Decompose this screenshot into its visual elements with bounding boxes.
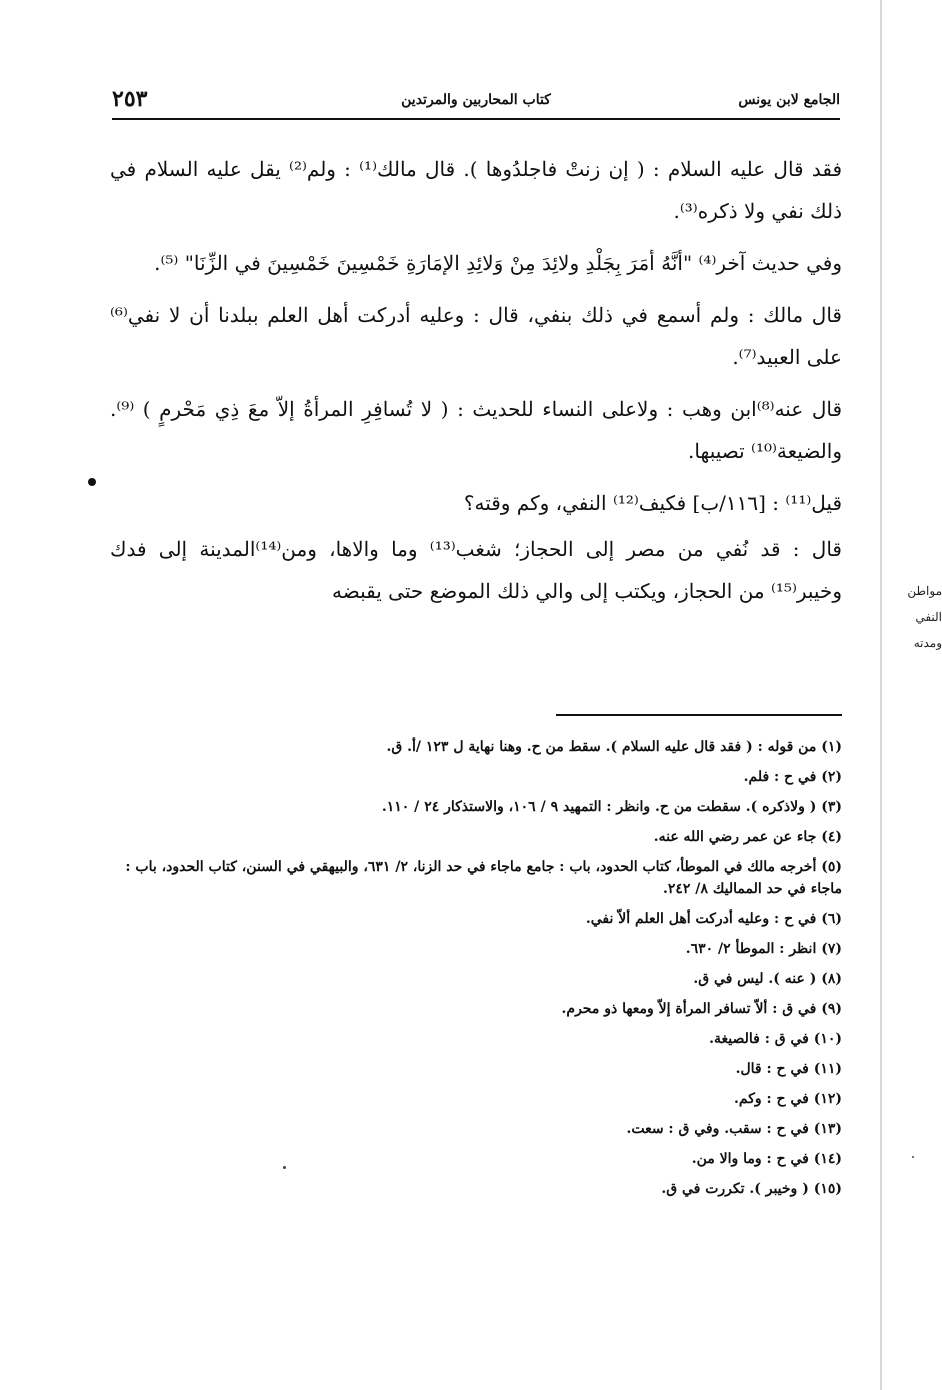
paragraph-2: وفي حديث آخر⁽⁴⁾ "أنَّهُ أمَرَ بِجَلْدِ ولائِدَ مِنْ وَلائِدِ الإمَارَةِ خَمْسِينَ خَمْسِينَ في الزِّنَا" ⁽⁵⁾. — [154, 251, 842, 275]
footnote-12: (١٢) في ح : وكم. — [734, 1091, 842, 1107]
footnote-9: (٩) في ق : ألاّ تسافر المرأة إلاّ ومعها ذو محرم. — [561, 1001, 842, 1017]
scan-speck — [912, 1156, 914, 1158]
paragraph-3: قال مالك : ولم أسمع في ذلك بنفي، قال : وعليه أدركت أهل العلم ببلدنا أن لا نفي⁽⁶⁾ على العبيد⁽⁷⁾. — [110, 303, 842, 369]
paragraph-4: قال عنه⁽⁸⁾ابن وهب : ولاعلى النساء للحديث : ( لا تُسافِرِ المرأةُ إلاّ معَ ذِي مَحْرمٍ ) ⁽⁹⁾. والضيعة⁽¹⁰⁾ تصيبها. — [110, 397, 842, 463]
chapter-title: كتاب المحاربين والمرتدين — [401, 92, 551, 108]
page-edge-line — [880, 0, 882, 1390]
footnote-rule — [556, 714, 842, 716]
footnote-2: (٢) في ح : فلم. — [743, 769, 842, 785]
header-rule — [112, 118, 840, 120]
footnote-14: (١٤) في ح : وما والا من. — [691, 1151, 842, 1167]
footnote-11: (١١) في ح : قال. — [735, 1061, 842, 1077]
margin-bullet-mark — [88, 478, 96, 486]
scan-speck — [283, 1166, 286, 1169]
footnote-8: (٨) ( عنه ). ليس في ق. — [693, 971, 842, 987]
footnote-3: (٣) ( ولاذكره ). سقطت من ح. وانظر : التمهيد ٩ / ١٠٦، والاستذكار ٢٤ / ١١٠. — [381, 799, 842, 815]
page-header — [112, 88, 840, 118]
footnotes — [112, 736, 842, 1208]
page-number: ٢٥٣ — [112, 86, 148, 112]
footnote-10: (١٠) في ق : فالصيغة. — [709, 1031, 842, 1047]
margin-note: مواطن النفي ومدته — [907, 584, 942, 650]
paragraph-6: قال : قد نُفي من مصر إلى الحجاز؛ شغب⁽¹³⁾ وما والاها، ومن⁽¹⁴⁾المدينة إلى فدك وخيبر⁽¹⁵⁾ من الحجاز، ويكتب إلى والي ذلك الموضع حتى يقبضه — [110, 537, 842, 603]
paragraph-5: قيل⁽¹¹⁾ : [١١٦/ب] فكيف⁽¹²⁾ النفي، وكم وقته؟ — [463, 491, 842, 515]
footnote-15: (١٥) ( وخيبر ). تكررت في ق. — [661, 1181, 842, 1197]
paragraph-1: فقد قال عليه السلام : ( إن زنتْ فاجلدُوها ). قال مالك⁽¹⁾ : ولم⁽²⁾ يقل عليه السلام في ذلك نفي ولا ذكره⁽³⁾. — [110, 157, 843, 223]
footnote-1: (١) من قوله : ( فقد قال عليه السلام ). سقط من ح. وهنا نهاية ل ١٢٣ /أ. ق. — [386, 739, 842, 755]
footnote-7: (٧) انظر : الموطأ ٢/ ٦٣٠. — [685, 941, 842, 957]
footnote-4: (٤) جاء عن عمر رضي الله عنه. — [653, 829, 842, 845]
footnote-13: (١٣) في ح : سقب. وفي ق : سعت. — [626, 1121, 842, 1137]
footnote-5: (٥) أخرجه مالك في الموطأ، كتاب الحدود، باب : جامع ماجاء في حد الزنا، ٢/ ٦٣١، والبيهقي في السنن، كتاب الحدود، باب : ماجاء في حد المماليك ٨/ ٢٤٢. — [125, 859, 842, 897]
book-title: الجامع لابن يونس — [738, 92, 840, 108]
main-text — [110, 148, 842, 622]
footnote-6: (٦) في ح : وعليه أدركت أهل العلم ألاّ نفي. — [585, 911, 842, 927]
